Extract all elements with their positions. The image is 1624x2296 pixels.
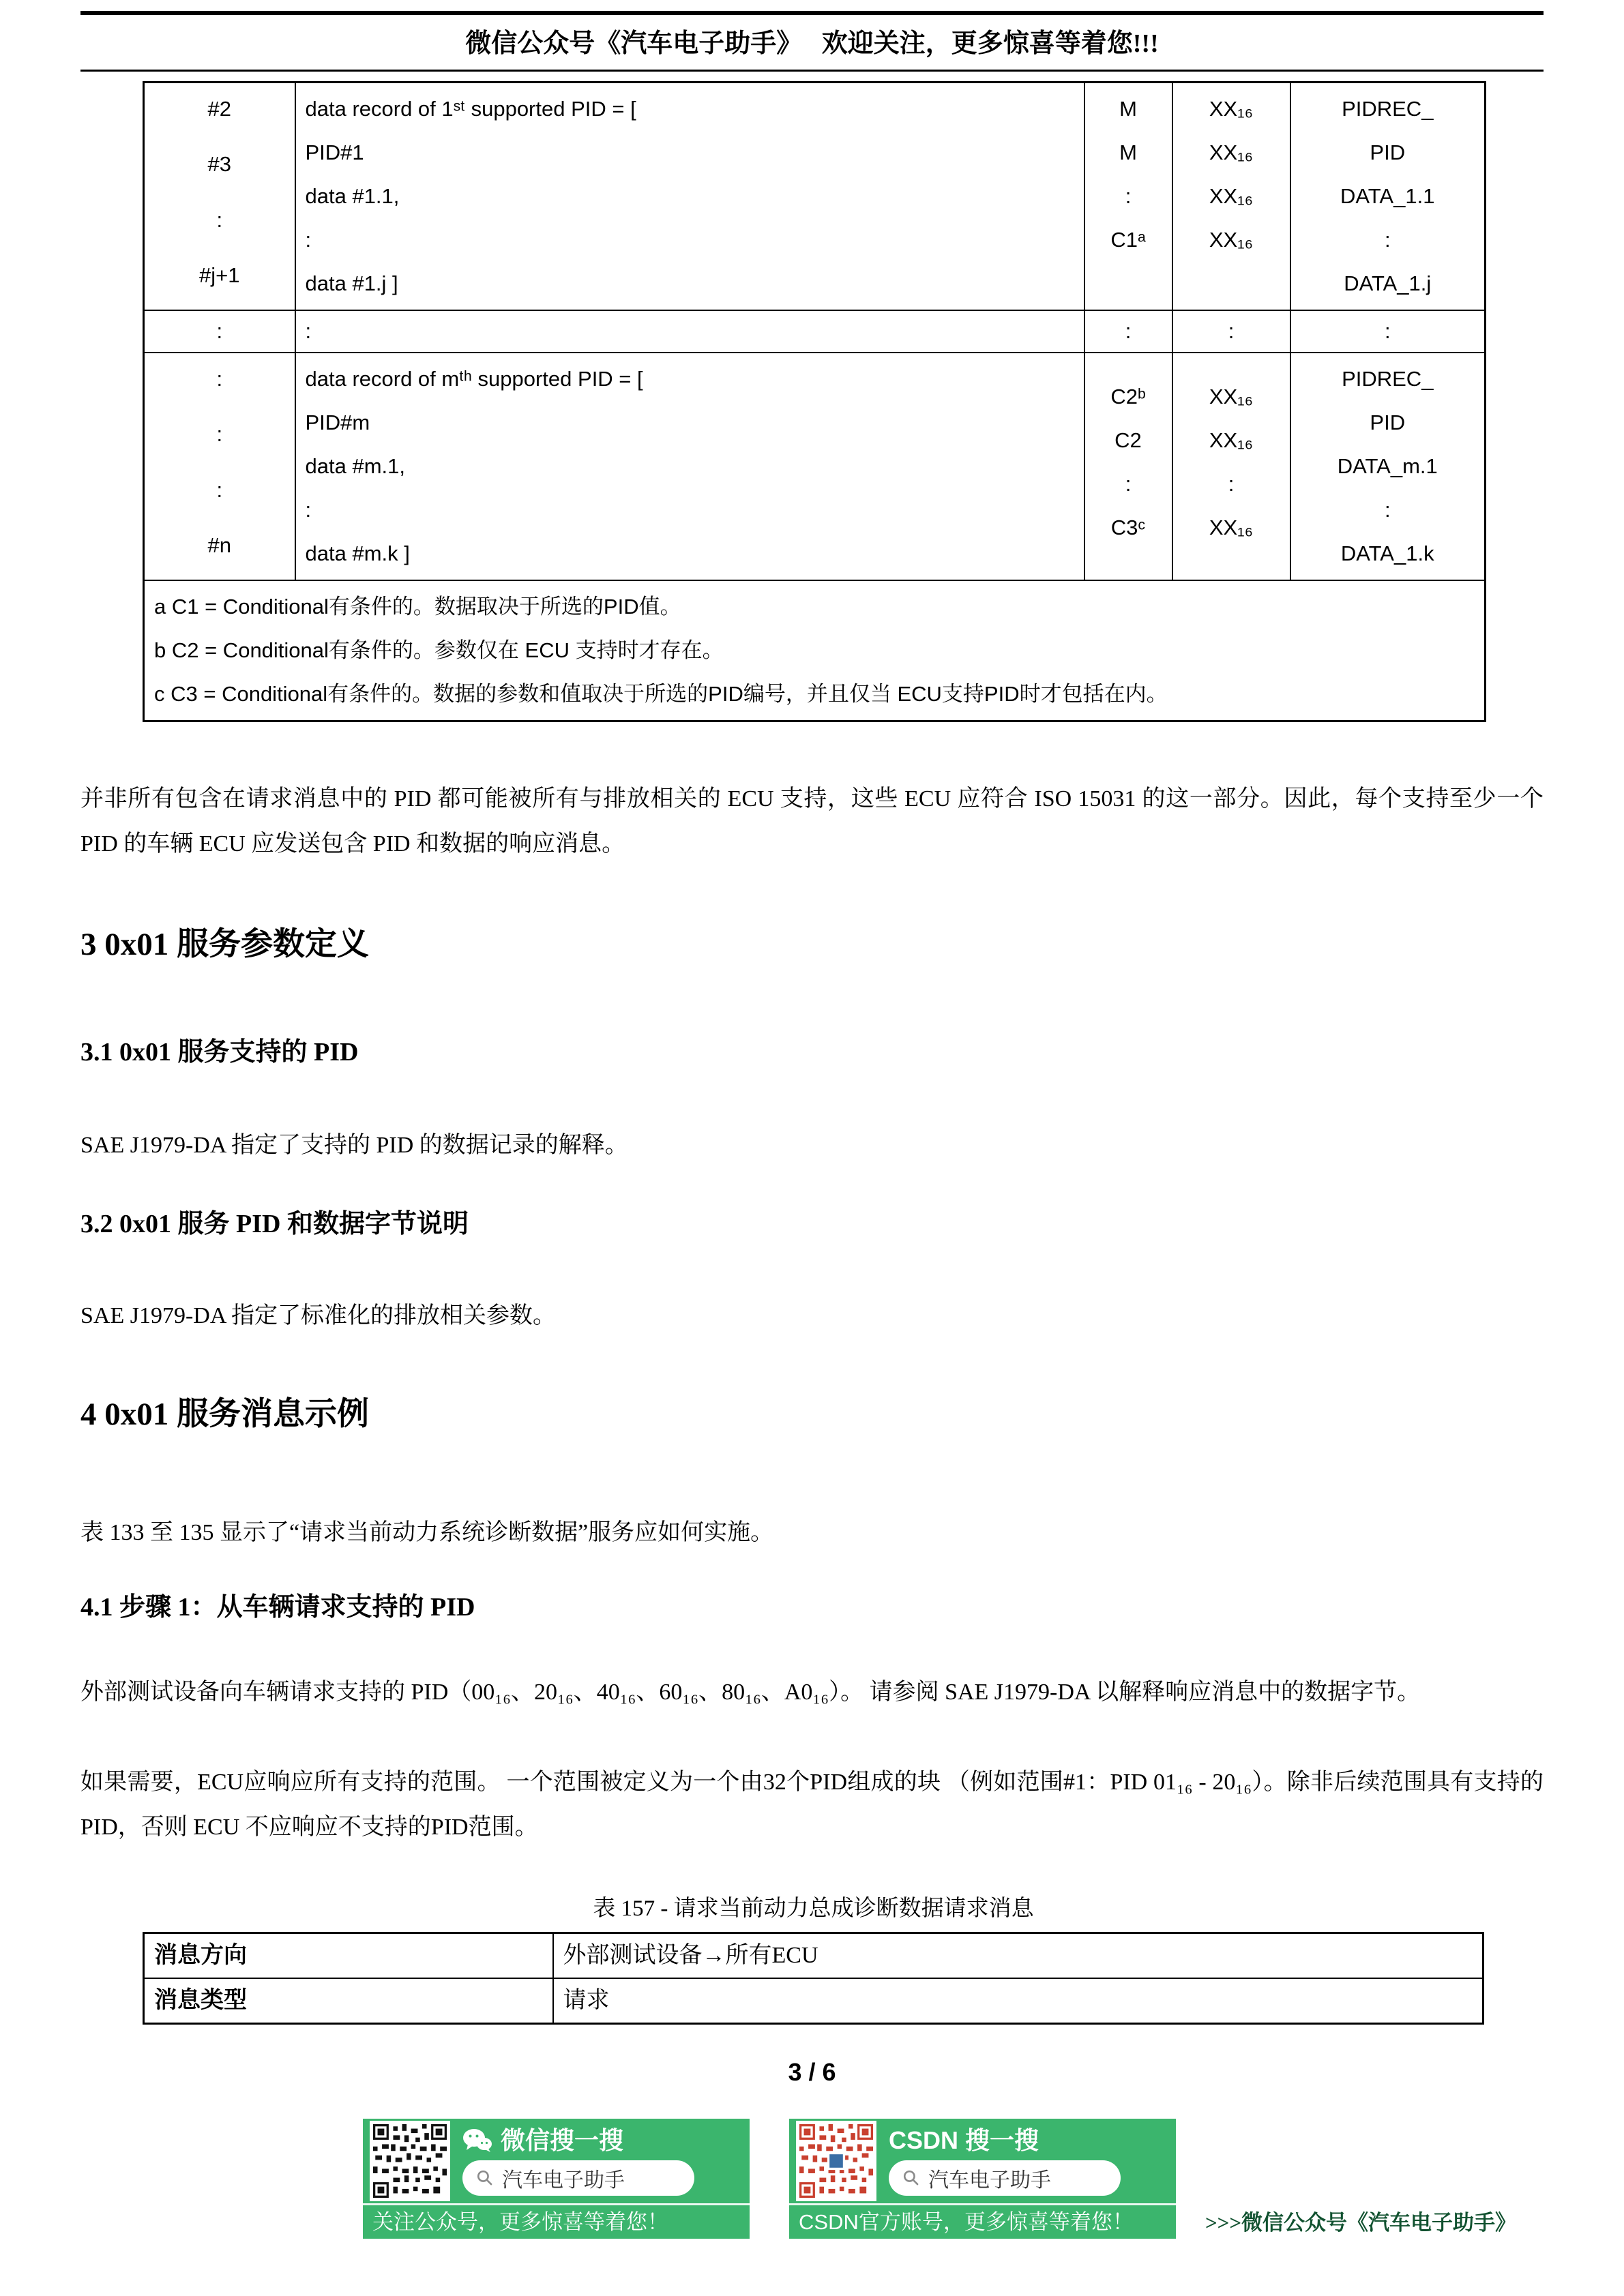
text-line: : [216,367,223,391]
text-line: M [1119,140,1137,164]
csdn-search-pill [889,2160,1121,2196]
msg-direction-label: 消息方向 [144,1933,553,1979]
msg-type-value: 请求 [553,1978,1483,2024]
paragraph: 并非所有包含在请求消息中的 PID 都可能被所有与排放相关的 ECU 支持，这些 ECU 应符合 ISO 15031 的这一部分。因此，每个支持至少一个 PID 的车辆 ECU 应发送包含 PID 和数据的响应消息。 [80,786,1544,856]
paragraph: SAE J1979-DA 指定了支持的 PID 的数据记录的解释。 [80,1133,628,1158]
wechat-search-pill [462,2160,694,2196]
cell-lines [1301,357,1475,576]
table-row-footnotes [144,580,1486,721]
wechat-search-label: 微信搜一搜 [501,2126,624,2154]
table-cell: : [295,310,1084,353]
csdn-promo-main [789,2119,1176,2203]
message-table [143,1932,1484,2025]
cell-lines [1095,357,1162,567]
text-line: XX₁₆ [1209,228,1254,252]
text-line: a C1 = Conditional有条件的。数据取决于所选的PID值。 [154,595,681,618]
text-line: PIDREC_ [1342,367,1434,391]
text-line: c C3 = Conditional有条件的。数据的参数和值取决于所选的PID编号，并且仅当 ECU支持PID时才包括在内。 [154,682,1168,706]
text-line: C1ᵃ [1110,228,1146,252]
section-heading-4-1: 4.1 步骤 1：从车辆请求支持的 PID [80,1593,475,1622]
page-header-banner: 微信公众号《汽车电子助手》 欢迎关注，更多惊喜等着您!!! [80,11,1544,72]
wechat-promo-box [363,2119,750,2239]
page-number: 3 / 6 [788,2058,836,2086]
text-line: DATA_1.j [1344,271,1432,295]
cell-lines [1095,87,1162,262]
text-line: XX₁₆ [1209,516,1254,539]
csdn-promo-content [876,2126,1169,2196]
text-line: data record of 1ˢᵗ supported PID = [ [305,97,636,121]
footer [80,2119,1544,2239]
paragraph: 表 133 至 135 显示了“请求当前动力系统诊断数据”服务应如何实施。 [80,1520,774,1545]
section-heading-3-2: 3.2 0x01 服务 PID 和数据字节说明 [80,1210,469,1238]
table-row [144,1978,1483,2024]
table-cell: : [144,310,295,353]
table-cell [295,353,1084,580]
table-cell [144,353,295,580]
text-line: : [305,498,312,522]
section-heading-3: 3 0x01 服务参数定义 [80,927,369,962]
cell-lines [306,87,1074,305]
cell-lines [154,357,285,567]
wechat-promo-main [363,2119,750,2203]
csdn-promo-box [789,2119,1176,2239]
text-line: : [1384,228,1391,252]
wechat-promo-content [450,2126,743,2196]
footnotes-cell [144,580,1486,721]
section-heading-3-1: 3.1 0x01 服务支持的 PID [80,1038,359,1067]
footer-note: >>>微信公众号《汽车电子助手》 [1205,2211,1516,2235]
search-icon [476,2169,494,2187]
text-line: data #m.1, [305,454,405,478]
csdn-qr-code [796,2121,876,2201]
text-line: : [1125,472,1132,496]
text-line: DATA_1.k [1340,541,1434,565]
table-cell: : [1172,310,1290,353]
text-line: PID#1 [305,140,364,164]
table-cell [1084,353,1172,580]
wechat-search-query: 汽车电子助手 [502,2169,625,2192]
text-line: #j+1 [199,263,240,287]
paragraph: SAE J1979-DA 指定了标准化的排放相关参数。 [80,1303,557,1328]
table-cell [144,83,295,311]
wechat-promo-strip: 关注公众号，更多惊喜等着您！ [363,2203,750,2239]
cell-lines [1183,357,1280,567]
search-icon [902,2169,920,2187]
table-cell [1290,83,1486,311]
table-cell [1172,83,1290,311]
table-cell [295,83,1084,311]
csdn-promo-strip: CSDN官方账号，更多惊喜等着您！ [789,2203,1176,2239]
text-line: data #m.k ] [305,541,410,565]
text-line: : [1384,498,1391,522]
text-line: #3 [207,152,231,177]
csdn-search-label: CSDN 搜一搜 [889,2126,1039,2154]
wechat-icon [462,2128,492,2153]
paragraph: 外部测试设备向车辆请求支持的 PID（00₁₆、20₁₆、40₁₆、60₁₆、80₁₆、A0₁₆）。 请参阅 SAE J1979-DA 以解释响应消息中的数据字节。 [80,1680,1421,1705]
table-row [144,83,1486,311]
text-line: : [1125,184,1132,208]
text-line: XX₁₆ [1209,140,1254,164]
msg-direction-value: 外部测试设备→所有ECU [553,1933,1483,1979]
csdn-search-query: 汽车电子助手 [928,2169,1051,2192]
text-line: XX₁₆ [1209,97,1254,121]
text-line: C2ᵇ [1110,385,1146,408]
table-cell [1084,83,1172,311]
table-cell [1290,353,1486,580]
text-line: PIDREC_ [1342,97,1434,121]
text-line: #n [207,533,231,557]
text-line: data record of mᵗʰ supported PID = [ [305,367,643,391]
table-row-ellipsis [144,310,1486,353]
cell-lines [1183,87,1280,262]
text-line: XX₁₆ [1209,184,1254,208]
msg-type-label: 消息类型 [144,1978,553,2024]
cell-lines [154,87,285,297]
table-cell: : [1084,310,1172,353]
text-line: data #1.j ] [305,271,398,295]
text-line: : [216,477,223,502]
text-line: M [1119,97,1137,121]
section-heading-4: 4 0x01 服务消息示例 [80,1397,369,1432]
text-line: : [216,207,223,232]
text-line: XX₁₆ [1209,385,1254,408]
text-line: : [305,228,312,252]
wechat-qr-code [370,2121,450,2201]
text-line: : [1228,472,1235,496]
text-line: : [216,422,223,447]
csdn-search-title [889,2126,1169,2155]
text-line: DATA_m.1 [1337,454,1438,478]
text-line: PID [1370,411,1406,434]
text-line: PID#m [305,411,370,434]
table-cell [1172,353,1290,580]
text-line: DATA_1.1 [1340,184,1435,208]
footnote-lines [154,585,1475,716]
pid-data-table [143,81,1486,722]
wechat-search-title [462,2126,743,2155]
text-line: XX₁₆ [1209,428,1254,452]
text-line: #2 [207,97,231,121]
table-row [144,353,1486,580]
cell-lines [306,357,1074,576]
table-row [144,1933,1483,1979]
text-line: data #1.1, [305,184,400,208]
text-line: PID [1370,140,1406,164]
text-line: b C2 = Conditional有条件的。参数仅在 ECU 支持时才存在。 [154,638,724,662]
cell-lines [1301,87,1475,305]
text-line: C3ᶜ [1110,516,1146,539]
paragraph: 如果需要，ECU应响应所有支持的范围。 一个范围被定义为一个由32个PID组成的块 （例如范围#1：PID 01₁₆ - 20₁₆）。除非后续范围具有支持的 PID，否则 ECU 不应响应不支持的PID范围。 [80,1770,1544,1840]
table-caption: 表 157 - 请求当前动力总成诊断数据请求消息 [593,1896,1034,1921]
table-cell: : [1290,310,1486,353]
text-line: C2 [1114,428,1142,452]
